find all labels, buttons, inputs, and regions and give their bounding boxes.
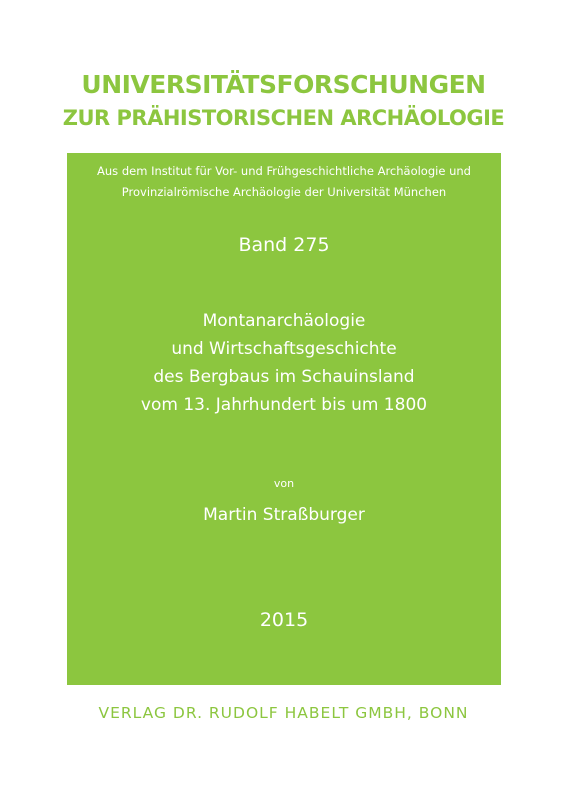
institute-note (67, 161, 501, 203)
book-title-line3: des Bergbaus im Schauinsland (153, 367, 415, 387)
series-title-line2: ZUR PRÄHISTORISCHEN ARCHÄOLOGIE (62, 106, 505, 130)
publication-year: 2015 (259, 609, 309, 631)
book-title-line4: vom 13. Jahrhundert bis um 1800 (140, 395, 428, 415)
book-title-line1: Montanarchäologie (202, 311, 366, 331)
green-cover-panel (67, 153, 501, 685)
institute-line2: Provinzialrömische Archäologie der Universität München (121, 185, 447, 199)
book-title (67, 307, 501, 419)
author-name: Martin Straßburger (203, 505, 365, 525)
by-label: von (273, 477, 295, 490)
series-title-line1: UNIVERSITÄTSFORSCHUNGEN (81, 70, 486, 99)
book-title-line2: und Wirtschaftsgeschichte (171, 339, 397, 359)
institute-line1: Aus dem Institut für Vor- und Frühgeschichtliche Archäologie und (97, 164, 471, 178)
publisher-name: VERLAG DR. RUDOLF HABELT GMBH, BONN (98, 704, 469, 722)
volume-number: Band 275 (238, 234, 330, 256)
